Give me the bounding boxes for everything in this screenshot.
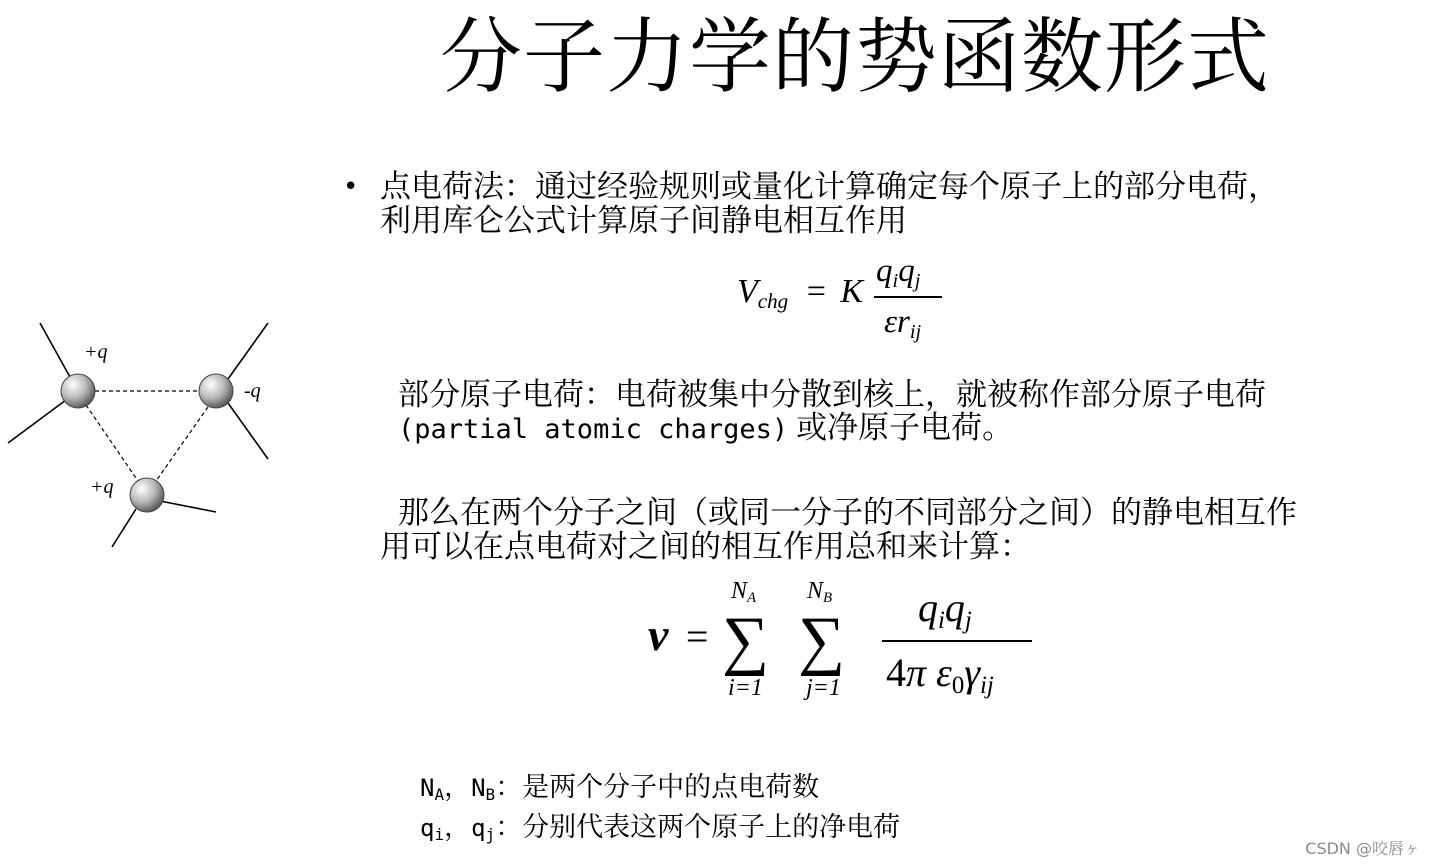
bond-line bbox=[8, 397, 70, 443]
note2-qj: q bbox=[471, 814, 486, 842]
formula2-den-gamma: γ bbox=[964, 650, 980, 695]
sum1-upper-sub: A bbox=[747, 590, 757, 607]
interaction-dash bbox=[86, 405, 138, 481]
formula1-den-sub: ij bbox=[909, 320, 922, 343]
note-qi-qj bbox=[420, 812, 900, 847]
note2-qi-sub: i bbox=[434, 825, 445, 845]
partial-charge-line-2 bbox=[398, 411, 1013, 447]
formula1-equals: = bbox=[806, 273, 826, 310]
note1-na-sub: A bbox=[434, 785, 445, 805]
bond-line bbox=[160, 501, 216, 512]
formula1-den-eps: ε bbox=[884, 304, 898, 340]
bullet-line-2: 利用库仑公式计算原子间静电相互作用 bbox=[380, 203, 907, 239]
formula2-num-q2: q bbox=[944, 585, 965, 630]
formula1-v-sub: chg bbox=[757, 288, 789, 313]
note1-sep: ， bbox=[444, 772, 472, 803]
note2-sep: ， bbox=[444, 812, 472, 843]
note1-nb-sub: B bbox=[485, 785, 496, 805]
formula2-num-sub2: j bbox=[964, 606, 972, 634]
note-na-nb bbox=[420, 772, 819, 807]
charge-label-top-right: -q bbox=[244, 380, 261, 402]
bullet-dot: • bbox=[343, 172, 359, 202]
formula1-num-sub1: i bbox=[892, 269, 899, 292]
charge-label-bottom: +q bbox=[90, 476, 114, 498]
partial-charge-chinese: 或净原子电荷。 bbox=[796, 410, 1014, 446]
formula-coulomb-lhs bbox=[737, 272, 863, 315]
formula2-denominator bbox=[886, 650, 994, 702]
formula1-numerator bbox=[876, 252, 920, 294]
interaction-dash bbox=[156, 407, 208, 481]
formula1-num-q1: q bbox=[876, 253, 893, 289]
formula1-num-q2: q bbox=[898, 253, 915, 289]
formula1-denominator bbox=[884, 303, 921, 345]
bond-line bbox=[228, 403, 268, 459]
sum1-upper-n: N bbox=[731, 578, 748, 604]
sum2-upper-sub: B bbox=[823, 590, 833, 607]
sum2-upper-n: N bbox=[807, 578, 824, 604]
formula1-k: K bbox=[840, 273, 864, 310]
partial-charge-line-1: 部分原子电荷：电荷被集中分散到核上，就被称作部分原子电荷 bbox=[398, 377, 1266, 413]
interaction-line-1: 那么在两个分子之间（或同一分子的不同部分之间）的静电相互作 bbox=[398, 495, 1297, 531]
note2-text: ：分别代表这两个原子上的净电荷 bbox=[495, 812, 901, 843]
note1-text: ：是两个分子中的点电荷数 bbox=[495, 772, 820, 803]
sum1-lower: i=1 bbox=[728, 675, 763, 701]
formula1-den-r: r bbox=[897, 304, 910, 340]
sum1-sigma: ∑ bbox=[722, 604, 770, 677]
formula1-num-sub2: j bbox=[914, 269, 921, 292]
note1-nb: N bbox=[471, 774, 486, 802]
bond-line bbox=[228, 323, 268, 379]
bullet-line-1: 点电荷法：通过经验规则或量化计算确定每个原子上的部分电荷， bbox=[380, 169, 1279, 205]
atom-sphere bbox=[199, 374, 233, 408]
formula2-numerator bbox=[918, 585, 972, 637]
formula2-fraction-bar bbox=[882, 640, 1032, 642]
formula2-den-four: 4 bbox=[886, 650, 906, 695]
formula2-den-pi: π bbox=[906, 650, 927, 695]
watermark: CSDN @咬唇ヶ bbox=[1305, 839, 1420, 858]
atom-sphere bbox=[61, 374, 95, 408]
formula2-den-eps: ε bbox=[936, 650, 952, 695]
formula2-equals: = bbox=[685, 614, 709, 659]
formula2-den-sub: ij bbox=[979, 671, 994, 699]
formula2-den-eps-sub: 0 bbox=[951, 671, 965, 699]
partial-charge-english: (partial atomic charges) bbox=[398, 414, 789, 445]
formula2-num-sub1: i bbox=[938, 606, 945, 634]
formula2-num-q1: q bbox=[918, 585, 938, 630]
sum2-sigma: ∑ bbox=[798, 604, 846, 677]
point-charge-diagram bbox=[0, 315, 300, 575]
bond-line bbox=[40, 323, 70, 377]
note2-qj-sub: j bbox=[485, 825, 496, 845]
formula2-nu: ν bbox=[648, 609, 669, 660]
formula2-lhs bbox=[648, 608, 708, 664]
formula1-v: V bbox=[737, 273, 758, 310]
note2-qi: q bbox=[420, 814, 435, 842]
bond-line bbox=[112, 509, 136, 547]
interaction-line-2: 用可以在点电荷对之间的相互作用总和来计算： bbox=[380, 529, 1031, 565]
formula1-fraction-bar bbox=[874, 296, 942, 298]
sum2-lower: j=1 bbox=[806, 675, 841, 701]
atom-sphere bbox=[130, 478, 164, 512]
slide-title: 分子力学的势函数形式 bbox=[440, 10, 1271, 105]
charge-label-top-left: +q bbox=[84, 341, 108, 363]
note1-na: N bbox=[420, 774, 435, 802]
